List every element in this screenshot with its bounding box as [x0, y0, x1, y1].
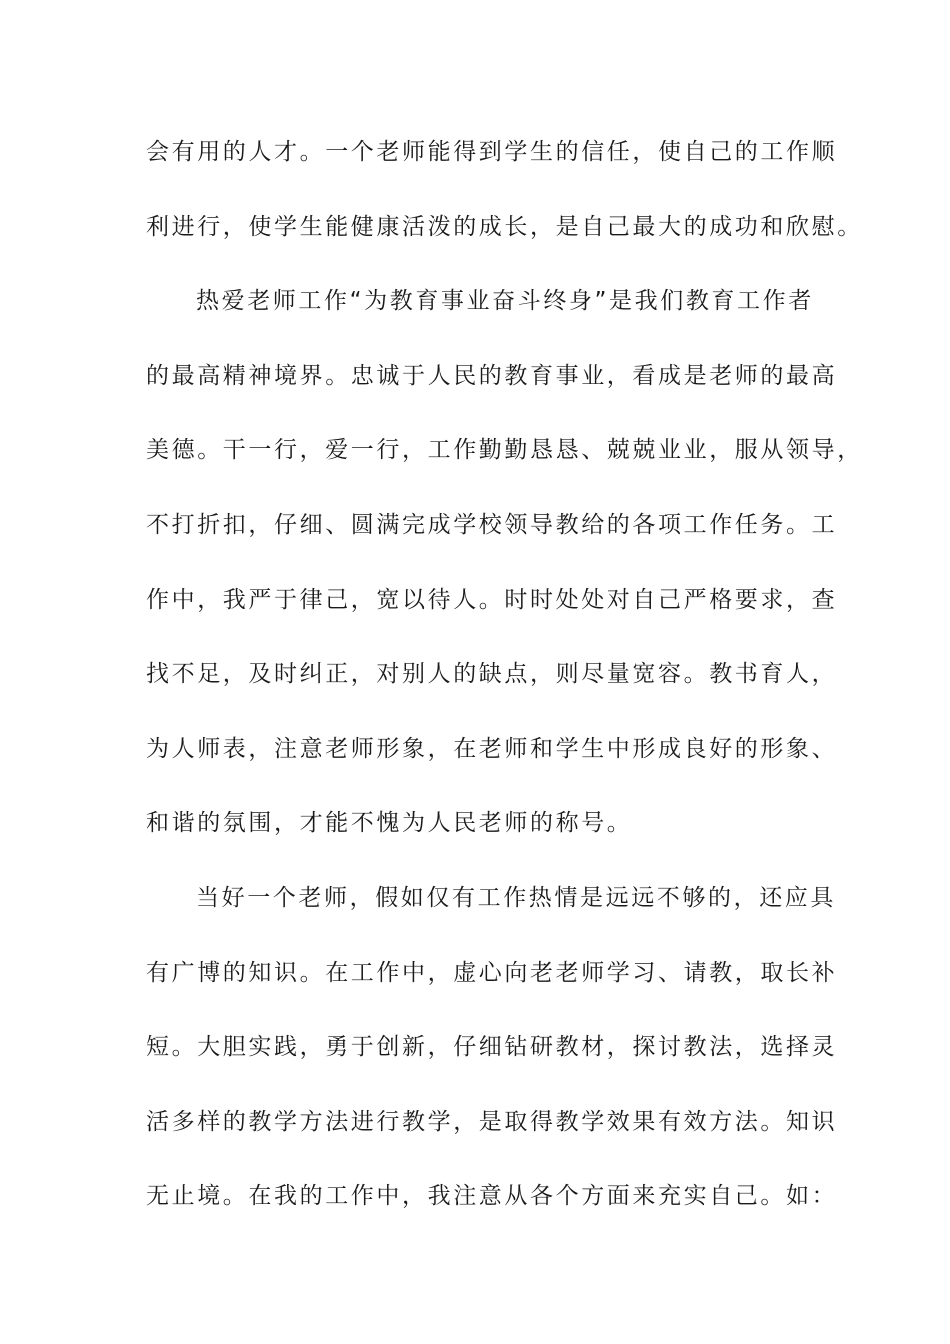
- text-line-8: 找不足，及时纠正，对别人的缺点，则尽量宽容。教书育人，: [146, 661, 838, 688]
- text-line-6: 不打折扣，仔细、圆满完成学校领导教给的各项工作任务。工: [146, 511, 838, 538]
- text-line-1: 会有用的人才。一个老师能得到学生的信任，使自己的工作顺: [146, 139, 838, 165]
- text-line-5: 美德。干一行，爱一行，工作勤勤恳恳、兢兢业业，服从领导，: [146, 437, 863, 464]
- text-line-4: 的最高精神境界。忠诚于人民的教育事业，看成是老师的最高: [146, 362, 838, 389]
- text-line-10: 和谐的氛围，才能不愧为人民老师的称号。: [146, 810, 633, 837]
- text-line-11: 当好一个老师，假如仅有工作热情是远远不够的，还应具: [196, 884, 836, 911]
- text-line-12: 有广博的知识。在工作中，虚心向老老师学习、请教，取长补: [146, 959, 838, 986]
- document-body: [146, 124, 863, 1243]
- text-line-7: 作中，我严于律己，宽以待人。时时处处对自己严格要求，查: [146, 586, 838, 613]
- text-line-3: 热爱老师工作“为教育事业奋斗终身”是我们教育工作者: [196, 288, 814, 315]
- text-line-14: 活多样的教学方法进行教学，是取得教学效果有效方法。知识: [146, 1108, 838, 1135]
- text-line-9: 为人师表，注意老师形象，在老师和学生中形成良好的形象、: [146, 735, 838, 762]
- text-line-2: 利进行，使学生能健康活泼的成长，是自己最大的成功和欣慰。: [146, 213, 863, 240]
- text-line-13: 短。大胆实践，勇于创新，仔细钻研教材，探讨教法，选择灵: [146, 1034, 838, 1061]
- text-line-15: 无止境。在我的工作中，我注意从各个方面来充实自己。如：: [146, 1183, 838, 1210]
